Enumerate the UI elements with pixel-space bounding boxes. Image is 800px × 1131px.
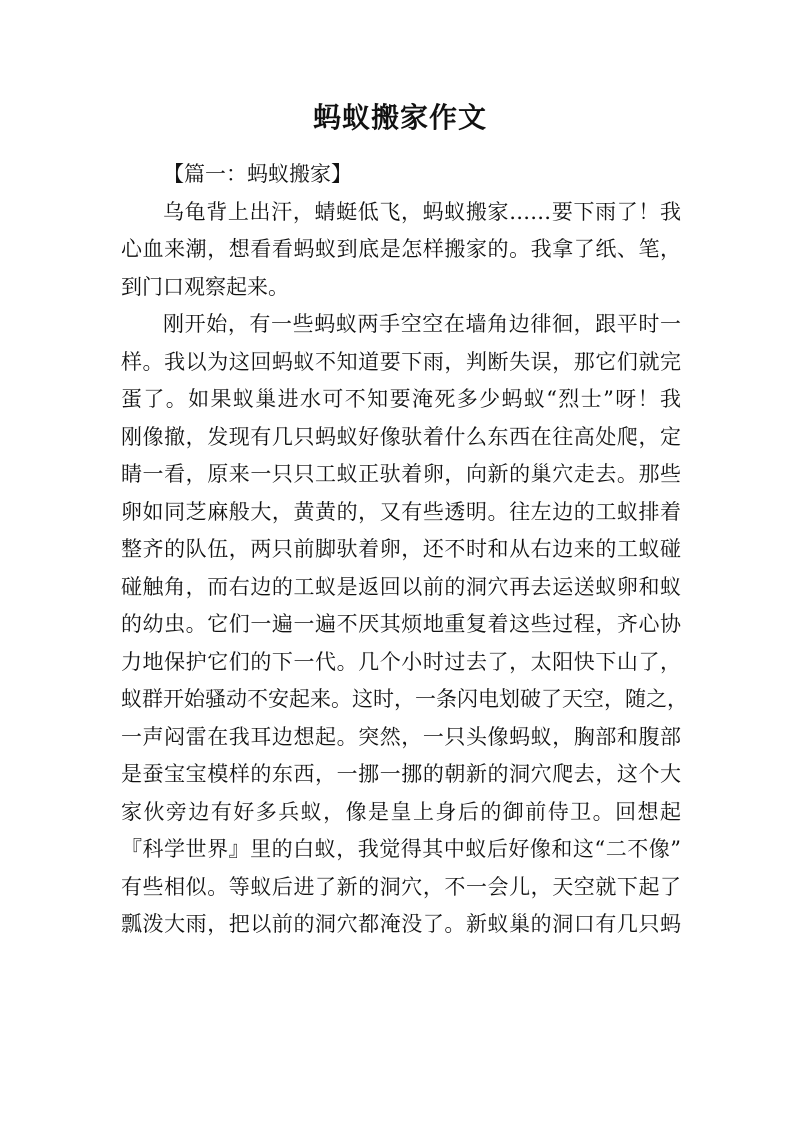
paragraph-2-line: 卵如同芝麻般大，黄黄的，又有些透明。往左边的工蚁排着 bbox=[121, 499, 681, 524]
document-title: 蚂蚁搬家作文 bbox=[312, 101, 487, 134]
paragraph-2-line: 蛋了。如果蚁巢进水可不知要淹死多少蚂蚁“烈士”呀！我 bbox=[121, 387, 681, 411]
section-heading: 【篇一：蚂蚁搬家】 bbox=[163, 162, 352, 186]
paragraph-2-line: 一声闷雷在我耳边想起。突然，一只头像蚂蚁，胸部和腹部 bbox=[121, 724, 681, 749]
paragraph-2-line: 家伙旁边有好多兵蚁，像是皇上身后的御前侍卫。回想起 bbox=[121, 799, 681, 824]
paragraph-2-line: 瓢泼大雨，把以前的洞穴都淹没了。新蚁巢的洞口有几只蚂 bbox=[121, 912, 681, 936]
paragraph-2-line: 刚像撤，发现有几只蚂蚁好像驮着什么东西在往高处爬，定 bbox=[121, 424, 681, 449]
paragraph-1-line: 心血来潮，想看看蚂蚁到底是怎样搬家的。我拿了纸、笔， bbox=[121, 237, 681, 261]
paragraph-1-line: 乌龟背上出汗，蜻蜓低飞，蚂蚁搬家……要下雨了！我 bbox=[163, 199, 681, 224]
document-body bbox=[121, 156, 688, 944]
paragraph-2-line: 『科学世界』里的白蚁，我觉得其中蚁后好像和这“二不像” bbox=[121, 837, 681, 861]
paragraph-2-line: 是蚕宝宝模样的东西，一挪一挪的朝新的洞穴爬去，这个大 bbox=[121, 762, 681, 786]
paragraph-1-line: 到门口观察起来。 bbox=[121, 274, 289, 299]
paragraph-2-line: 的幼虫。它们一遍一遍不厌其烦地重复着这些过程，齐心协 bbox=[121, 612, 681, 636]
paragraph-2-line: 力地保护它们的下一代。几个小时过去了，太阳快下山了， bbox=[121, 649, 681, 674]
paragraph-2-line: 样。我以为这回蚂蚁不知道要下雨，判断失误，那它们就完 bbox=[121, 349, 681, 374]
paragraph-2-line: 碰触角，而右边的工蚁是返回以前的洞穴再去运送蚁卵和蚁 bbox=[121, 574, 681, 599]
paragraph-2-line: 睛一看，原来一只只工蚁正驮着卵，向新的巢穴走去。那些 bbox=[121, 462, 681, 486]
paragraph-2-line: 整齐的队伍，两只前脚驮着卵，还不时和从右边来的工蚁碰 bbox=[121, 537, 681, 561]
paragraph-2-line: 刚开始，有一些蚂蚁两手空空在墙角边徘徊，跟平时一 bbox=[163, 312, 681, 336]
paragraph-2-line: 有些相似。等蚁后进了新的洞穴，不一会儿，天空就下起了 bbox=[121, 874, 681, 899]
paragraph-2-line: 蚁群开始骚动不安起来。这时，一条闪电划破了天空，随之， bbox=[121, 687, 688, 711]
